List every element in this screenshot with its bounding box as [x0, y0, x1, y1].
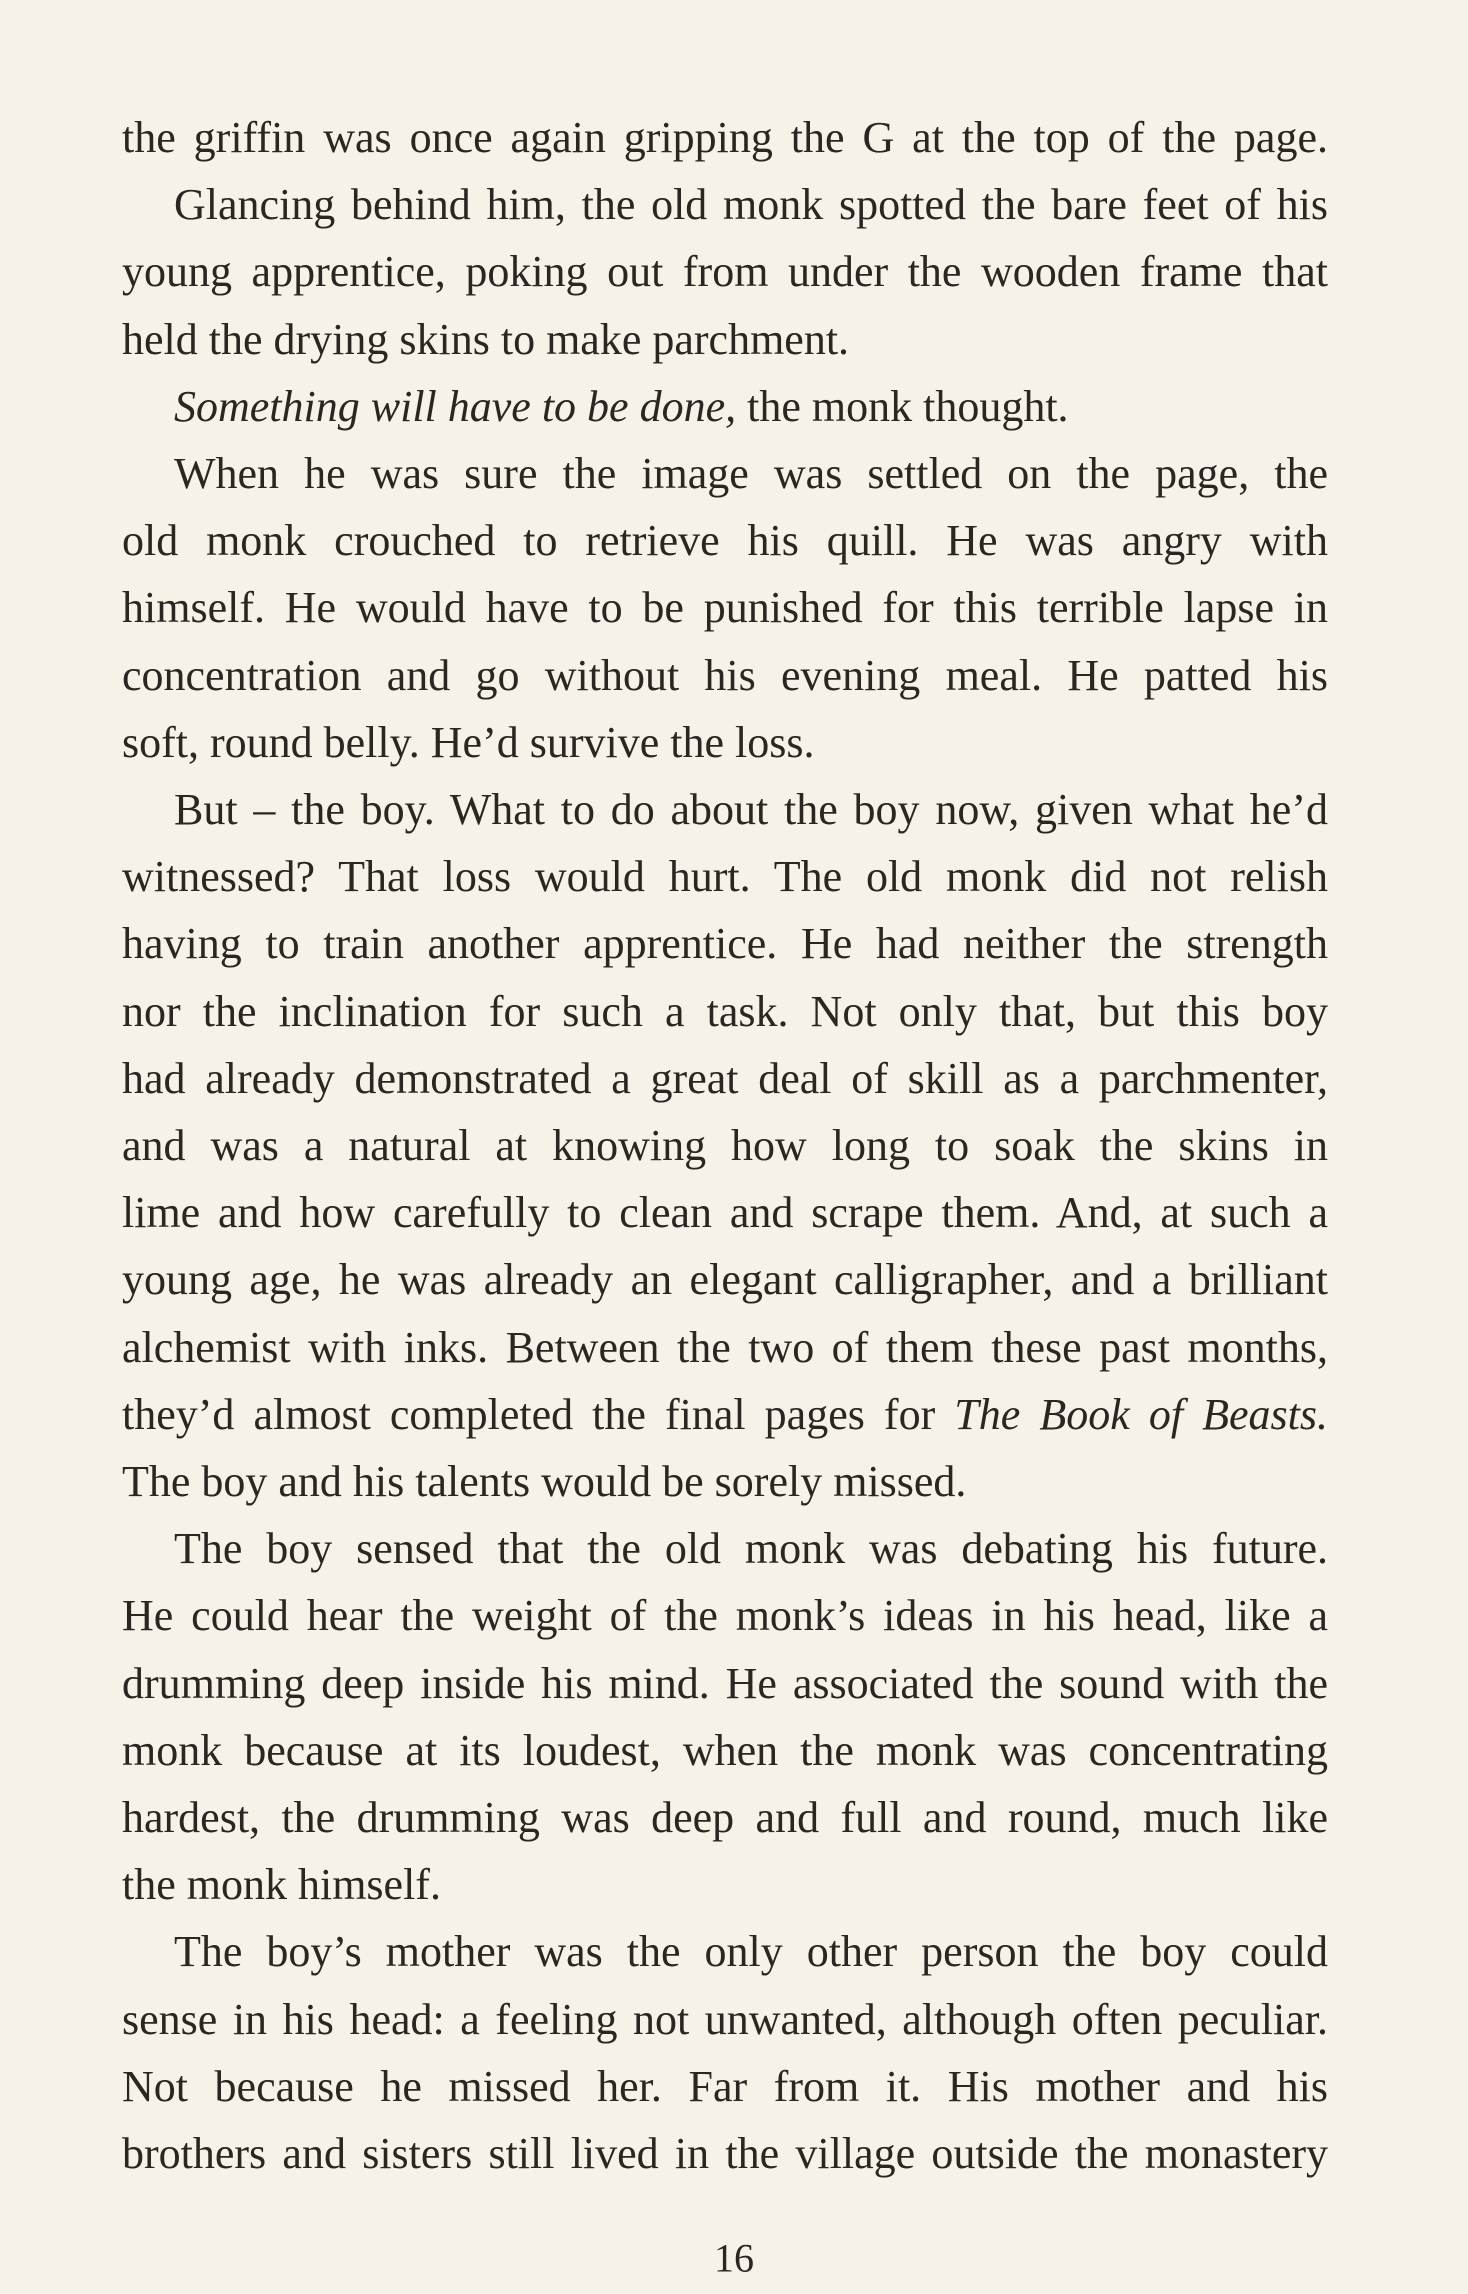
line-text: The boy’s mother was the only other person the boy could — [174, 1927, 1328, 1977]
line-text: they’d almost completed the final pages for — [122, 1389, 955, 1439]
line-text: monk because at its loudest, when the monk was concentrating — [122, 1725, 1328, 1775]
text-line — [122, 1582, 1328, 1649]
line-text: sense in his head: a feeling not unwanted, although often peculiar. — [122, 1994, 1328, 2044]
text-line — [122, 440, 1328, 507]
line-text: When he was sure the image was settled on the page, the — [174, 449, 1328, 499]
body-text — [122, 104, 1328, 2187]
text-line — [122, 910, 1328, 977]
text-line — [122, 1851, 1328, 1918]
text-line — [122, 373, 1328, 440]
text-line — [122, 1179, 1328, 1246]
text-line — [122, 1246, 1328, 1313]
italic-text: Something will have to be done, — [174, 381, 737, 431]
line-text: held the drying skins to make parchment. — [122, 314, 850, 364]
text-line — [122, 1381, 1328, 1448]
line-text: But – the boy. What to do about the boy now, given what he’d — [174, 785, 1328, 835]
page-number: 16 — [714, 2235, 754, 2281]
line-text: soft, round belly. He’d survive the loss. — [122, 717, 815, 767]
line-text: and was a natural at knowing how long to soak the skins in — [122, 1121, 1328, 1171]
line-text: the monk thought. — [736, 381, 1069, 431]
line-text: had already demonstrated a great deal of skill as a parchmenter, — [122, 1053, 1328, 1103]
line-text: The boy and his talents would be sorely missed. — [122, 1457, 967, 1507]
line-text: the monk himself. — [122, 1860, 441, 1910]
text-line — [122, 1717, 1328, 1784]
line-text: brothers and sisters still lived in the village outside the monastery — [122, 2129, 1328, 2179]
text-line — [122, 1314, 1328, 1381]
text-line — [122, 104, 1328, 171]
text-line — [122, 776, 1328, 843]
text-line — [122, 1784, 1328, 1851]
line-text: himself. He would have to be punished for this terrible lapse in — [122, 583, 1328, 633]
line-text: hardest, the drumming was deep and full and round, much like — [122, 1793, 1328, 1843]
text-line — [122, 2053, 1328, 2120]
text-line — [122, 709, 1328, 776]
line-text: old monk crouched to retrieve his quill. He was angry with — [122, 516, 1328, 566]
line-text: lime and how carefully to clean and scrape them. And, at such a — [122, 1188, 1328, 1238]
text-line — [122, 171, 1328, 238]
line-text: witnessed? That loss would hurt. The old monk did not relish — [122, 852, 1328, 902]
line-text: The boy sensed that the old monk was debating his future. — [174, 1524, 1328, 1574]
line-text: Glancing behind him, the old monk spotted the bare feet of his — [174, 180, 1328, 230]
text-line — [122, 2120, 1328, 2187]
text-line — [122, 1515, 1328, 1582]
text-line — [122, 1448, 1328, 1515]
italic-text: The Book of Beasts. — [954, 1389, 1328, 1439]
text-line — [122, 238, 1328, 305]
text-line — [122, 306, 1328, 373]
text-line — [122, 978, 1328, 1045]
line-text: drumming deep inside his mind. He associated the sound with the — [122, 1658, 1328, 1708]
line-text: the griffin was once again gripping the G at the top of the page. — [122, 113, 1328, 162]
text-line — [122, 574, 1328, 641]
line-text: having to train another apprentice. He had neither the strength — [122, 919, 1328, 969]
text-line — [122, 1918, 1328, 1985]
text-line — [122, 507, 1328, 574]
text-line — [122, 1112, 1328, 1179]
text-line — [122, 1650, 1328, 1717]
line-text: alchemist with inks. Between the two of them these past months, — [122, 1322, 1328, 1372]
line-text: nor the inclination for such a task. Not only that, but this boy — [122, 986, 1328, 1036]
line-text: He could hear the weight of the monk’s ideas in his head, like a — [122, 1591, 1328, 1641]
text-line — [122, 642, 1328, 709]
line-text: concentration and go without his evening meal. He patted his — [122, 650, 1328, 700]
line-text: young age, he was already an elegant calligrapher, and a brilliant — [122, 1255, 1328, 1305]
line-text: Not because he missed her. Far from it. His mother and his — [122, 2061, 1328, 2111]
text-line — [122, 1986, 1328, 2053]
line-text: young apprentice, poking out from under the wooden frame that — [122, 247, 1328, 297]
text-line — [122, 843, 1328, 910]
text-line — [122, 1045, 1328, 1112]
